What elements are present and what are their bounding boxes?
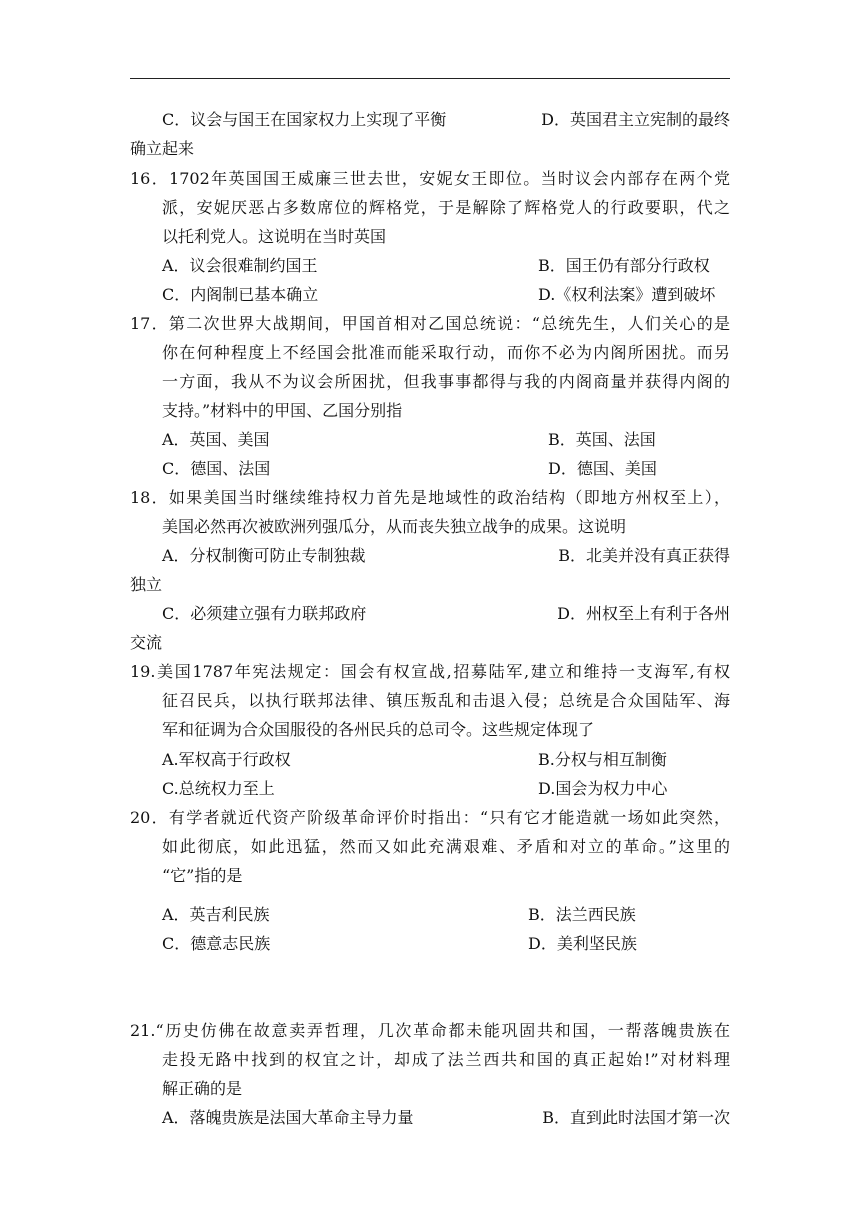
q16-option-d: D.《权利法案》遭到破坏 — [538, 285, 716, 304]
q21-options-row-1 — [162, 1107, 730, 1129]
q19-options-row-1 — [162, 749, 730, 771]
q21-stem-3: 解正确的是 — [162, 1079, 243, 1098]
q21-stem-2: 走投无路中找到的权宜之计，却成了法兰西共和国的真正起始!”对材料理 — [162, 1050, 730, 1069]
q19-option-c: C.总统权力至上 — [162, 779, 275, 798]
q21-option-b: B．直到此时法国才第一次 — [542, 1108, 730, 1127]
q18-option-b-cont: 独立 — [130, 575, 163, 594]
q20-option-b: B．法兰西民族 — [528, 905, 636, 924]
q17-stem-1: 17．第二次世界大战期间，甲国首相对乙国总统说：“总统先生，人们关心的是 — [130, 314, 730, 333]
q20-stem-1: 20．有学者就近代资产阶级革命评价时指出：“只有它才能造就一场如此突然， — [130, 808, 730, 827]
q21-option-a: A．落魄贵族是法国大革命主导力量 — [162, 1108, 414, 1127]
q17-stem-4: 支持。”材料中的甲国、乙国分别指 — [162, 401, 403, 420]
q16-option-b: B．国王仍有部分行政权 — [538, 256, 710, 275]
q21-stem-1: 21.“历史仿佛在故意卖弄哲理，几次革命都未能巩固共和国，一帮落魄贵族在 — [130, 1021, 730, 1040]
q15-options-row — [162, 109, 730, 131]
q17-options-row-2 — [162, 458, 730, 480]
q20-stem-2: 如此彻底，如此迅猛，然而又如此充满艰难、矛盾和对立的革命。”这里的 — [162, 837, 730, 856]
q17-option-c: C．德国、法国 — [162, 459, 271, 478]
q17-stem-2: 你在何种程度上不经国会批准而能采取行动，而你不必为内阁所困扰。而另 — [162, 343, 730, 362]
q18-options-row-2 — [162, 603, 730, 625]
q19-stem-2: 征召民兵，以执行联邦法律、镇压叛乱和击退入侵；总统是合众国陆军、海 — [162, 691, 730, 710]
q19-stem-1: 19.美国1787年宪法规定：国会有权宣战,招募陆军,建立和维持一支海军,有权 — [130, 662, 730, 681]
q18-stem-1: 18．如果美国当时继续维持权力首先是地域性的政治结构（即地方州权至上）， — [130, 488, 730, 507]
q17-option-b: B．英国、法国 — [548, 430, 656, 449]
q18-stem-2: 美国必然再次被欧洲列强瓜分，从而丧失独立战争的成果。这说明 — [162, 517, 627, 536]
q17-stem-3: 一方面，我从不为议会所困扰，但我事事都得与我的内阁商量并获得内阁的 — [162, 372, 730, 391]
q20-option-d: D．美利坚民族 — [528, 934, 637, 953]
q15-option-d-cont: 确立起来 — [130, 139, 195, 158]
q20-option-c: C．德意志民族 — [162, 934, 271, 953]
header-rule — [130, 78, 730, 79]
q18-options-row-1 — [162, 545, 730, 567]
q20-stem-3: “它”指的是 — [162, 866, 243, 885]
q18-option-c: C．必须建立强有力联邦政府 — [162, 604, 367, 623]
q18-option-a: A．分权制衡可防止专制独裁 — [162, 546, 366, 565]
q16-stem-3: 以托利党人。这说明在当时英国 — [162, 227, 387, 246]
q19-option-b: B.分权与相互制衡 — [538, 750, 667, 769]
q17-options-row-1 — [162, 429, 730, 451]
q19-options-row-2 — [162, 778, 730, 800]
q17-option-d: D．德国、美国 — [548, 459, 657, 478]
q15-option-c: C．议会与国王在国家权力上实现了平衡 — [162, 110, 447, 129]
q20-option-a: A．英吉利民族 — [162, 905, 270, 924]
q20-options-row-2 — [162, 933, 730, 955]
q17-option-a: A．英国、美国 — [162, 430, 270, 449]
q19-stem-3: 军和征调为合众国服役的各州民兵的总司令。这些规定体现了 — [162, 720, 595, 739]
q16-option-a: A．议会很难制约国王 — [162, 256, 318, 275]
q18-option-d: D．州权至上有利于各州 — [557, 604, 730, 623]
q20-options-row-1 — [162, 904, 730, 926]
q18-option-d-cont: 交流 — [130, 633, 163, 652]
q19-option-d: D.国会为权力中心 — [538, 779, 668, 798]
q16-option-c: C．内阁制已基本确立 — [162, 285, 319, 304]
q19-option-a: A.军权高于行政权 — [162, 750, 291, 769]
q16-stem-2: 派，安妮厌恶占多数席位的辉格党，于是解除了辉格党人的行政要职，代之 — [162, 198, 730, 217]
q16-stem-1: 16．1702年英国国王威廉三世去世，安妮女王即位。当时议会内部存在两个党 — [130, 169, 730, 188]
q16-options-row-1 — [162, 255, 730, 277]
q16-options-row-2 — [162, 284, 730, 306]
q15-option-d: D．英国君主立宪制的最终 — [541, 110, 730, 129]
q18-option-b: B．北美并没有真正获得 — [558, 546, 730, 565]
